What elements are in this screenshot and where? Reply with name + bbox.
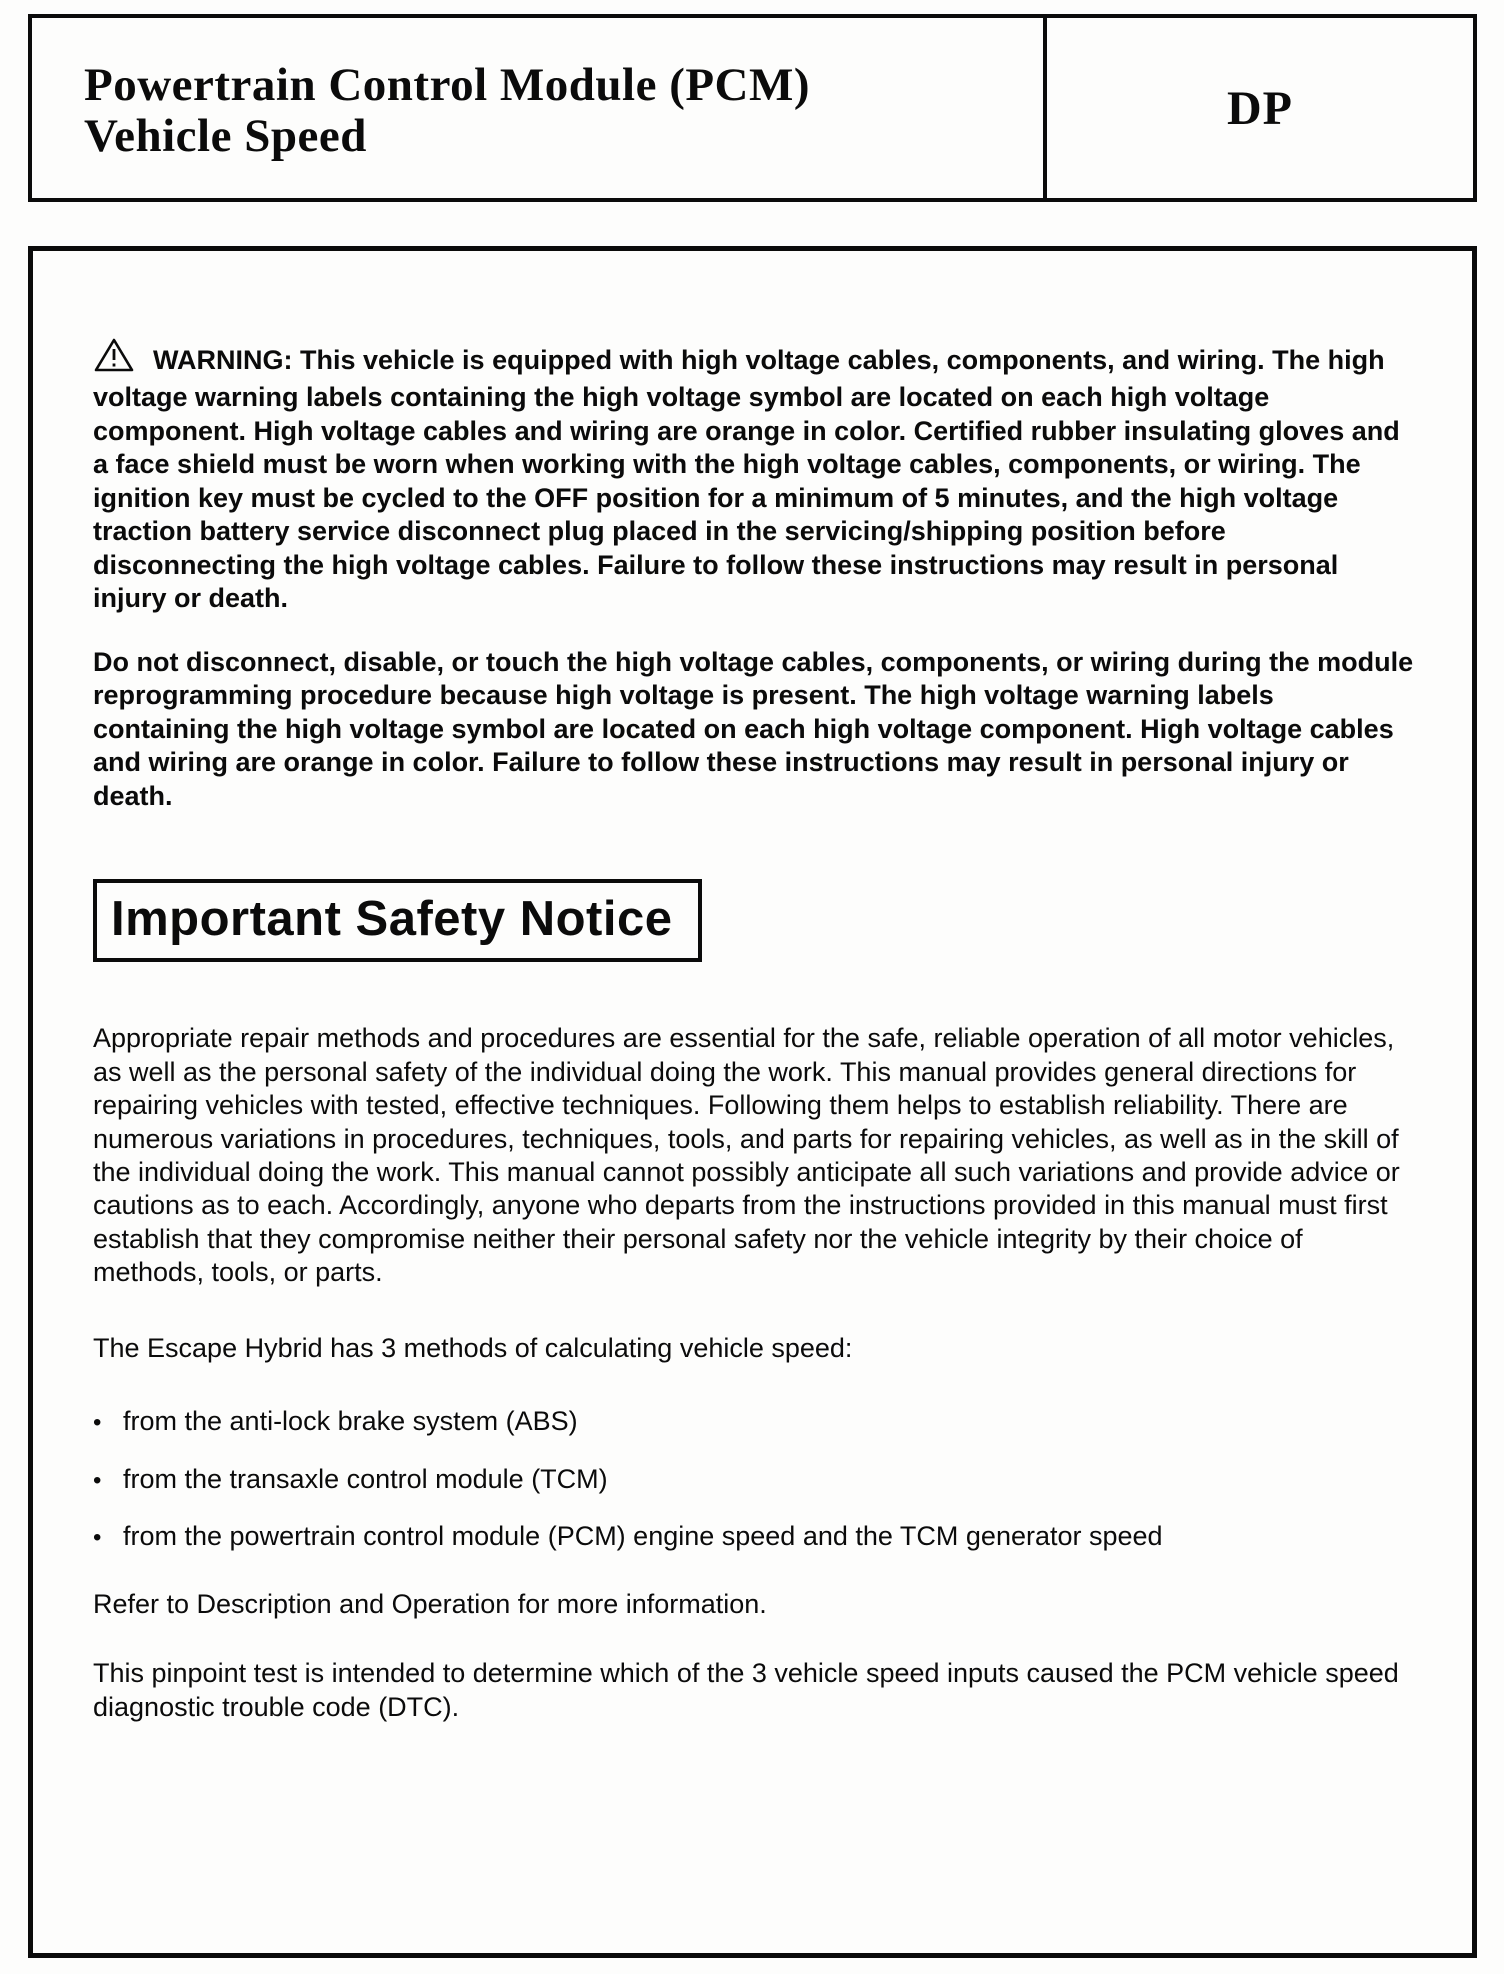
methods-intro: The Escape Hybrid has 3 methods of calculating vehicle speed:	[93, 1332, 853, 1363]
list-item-text: from the transaxle control module (TCM)	[123, 1463, 608, 1494]
pinpoint-text: This pinpoint test is intended to determine which of the 3 vehicle speed inputs caused the PCM vehicle speed diagnostic trouble code (DTC).	[93, 1658, 1399, 1722]
warning-triangle-icon	[93, 337, 135, 381]
header-title-cell	[32, 18, 1043, 198]
bullet-icon: •	[93, 1466, 102, 1494]
important-safety-notice-title: Important Safety Notice	[111, 892, 673, 947]
bullet-icon: •	[93, 1409, 102, 1437]
safety-paragraph: Appropriate repair methods and procedures are essential for the safe, reliable operation of all motor vehicles, as well as the personal safety of the individual doing the work. This manual provides general directions for repairing vehicles with tested, effective techniques. Following them helps to establish reliability. There are numerous variations in procedures, techniques, tools, and parts for repairing vehicles, as well as in the skill of the individual doing the work. This manual cannot possibly anticipate all such variations and provide advice or cautions as to each. Accordingly, anyone who departs from the instructions provided in this manual must first establish that they compromise neither their personal safety nor the vehicle integrity by their choice of methods, tools, or parts.	[93, 1023, 1400, 1288]
methods-list	[93, 1405, 1414, 1553]
list-item-text: from the anti-lock brake system (ABS)	[123, 1406, 578, 1437]
page-title	[84, 60, 1023, 162]
header	[28, 14, 1477, 202]
list-item	[93, 1520, 1414, 1553]
bullet-icon: •	[93, 1524, 102, 1552]
header-code-cell	[1043, 18, 1473, 198]
list-item	[93, 1405, 1414, 1438]
section-code: DP	[1227, 81, 1293, 135]
page-title-line2: Vehicle Speed	[84, 109, 367, 162]
content-panel	[28, 246, 1477, 1958]
warning-paragraph-1-text: WARNING: This vehicle is equipped with high voltage cables, components, and wiring. The high voltage warning labels containing the high voltage symbol are located on each high voltage component. High voltage cables and wiring are orange in color. Certified rubber insulating gloves and a face shield must be worn when working with the high voltage cables, components, or wiring. The ignition key must be cycled to the OFF position for a minimum of 5 minutes, and the high voltage traction battery service disconnect plug placed in the servicing/shipping position before disconnecting the high voltage cables. Failure to follow these instructions may result in personal injury or death.	[93, 345, 1400, 614]
important-safety-notice-heading	[93, 879, 702, 962]
page-title-line1: Powertrain Control Module (PCM)	[84, 59, 811, 111]
warning-paragraph-1	[93, 337, 1414, 616]
refer-text: Refer to Description and Operation for more information.	[93, 1588, 767, 1619]
list-item-text: from the powertrain control module (PCM) engine speed and the TCM generator speed	[123, 1521, 1163, 1552]
list-item	[93, 1463, 1414, 1496]
warning-paragraph-2: Do not disconnect, disable, or touch the high voltage cables, components, or wiring during the module reprogramming procedure because high voltage is present. The high voltage warning labels containing the high voltage symbol are located on each high voltage component. High voltage cables and wiring are orange in color. Failure to follow these instructions may result in personal injury or death.	[93, 646, 1414, 811]
